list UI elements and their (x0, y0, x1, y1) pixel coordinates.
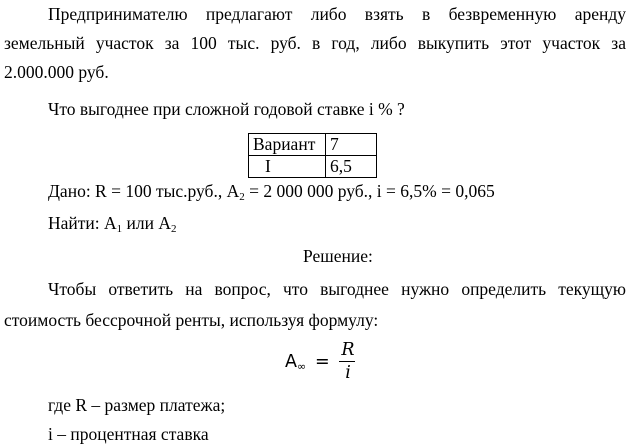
solution-heading: Решение: (303, 246, 373, 266)
given-suffix: = 2 000 000 руб., i = 6,5% = 0,065 (244, 181, 495, 201)
formula-denominator: i (345, 363, 351, 383)
paragraph1-line3: 2.000.000 руб. (4, 62, 109, 82)
variant-row-value: 6,5 (326, 156, 377, 178)
question-text: Что выгоднее при сложной годовой ставке i % ? (48, 99, 405, 119)
variant-header-label: Вариант (249, 134, 326, 156)
paragraph1-line1: Предпринимателю предлагают либо взять в безвременную аренду (48, 4, 626, 24)
find-subscript-2: 2 (171, 223, 177, 235)
formula-equals: = (315, 352, 330, 372)
where-r-line: где R – размер платежа; (48, 395, 226, 415)
paragraph1-line2: земельный участок за 100 тыс. руб. в год, либо выкупить этот участок за (4, 33, 626, 53)
find-subscript-1: 1 (116, 223, 123, 235)
given-a-subscript: 2 (239, 191, 245, 203)
variant-table (248, 133, 377, 178)
fraction-bar (339, 361, 355, 362)
find-line (48, 212, 177, 234)
table-row (249, 134, 377, 156)
find-middle: или A (122, 213, 172, 233)
given-prefix: Дано: R = 100 тыс.руб., A (48, 181, 240, 201)
variant-row-label: I (249, 156, 326, 178)
given-line (48, 180, 495, 202)
paragraph2-line2: стоимость бессрочной ренты, используя формулу: (4, 310, 379, 330)
table-row (249, 156, 377, 178)
variant-header-value: 7 (326, 134, 377, 156)
find-prefix: Найти: A (48, 213, 117, 233)
formula-lhs-symbol: A (285, 352, 297, 372)
paragraph2-line1: Чтобы ответить на вопрос, что выгоднее нужно определить текущую (48, 279, 626, 299)
formula-lhs (285, 351, 306, 373)
formula-infinity-subscript: ∞ (296, 360, 307, 373)
where-i-line: i – процентная ставка (48, 424, 209, 444)
formula-numerator: R (341, 340, 355, 360)
